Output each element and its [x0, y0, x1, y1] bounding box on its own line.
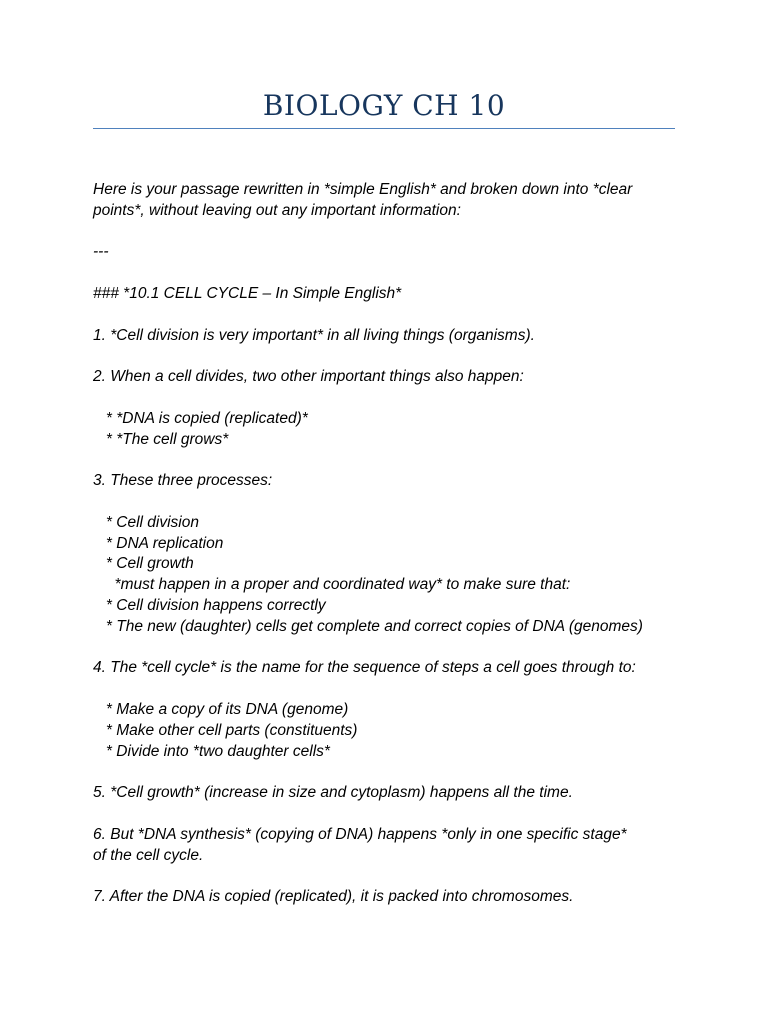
text-line: 3. These three processes:	[93, 472, 273, 490]
blank-line	[93, 305, 693, 326]
text-line: 6. But *DNA synthesis* (copying of DNA) happens *only in one specific stage*	[93, 825, 627, 843]
blank-line	[93, 388, 693, 409]
blank-line	[93, 866, 693, 887]
blank-line	[93, 450, 693, 471]
document-title: BIOLOGY CH 10	[262, 89, 506, 122]
blank-line	[93, 638, 693, 659]
title-underline	[93, 128, 675, 129]
text-line: ---	[93, 243, 109, 261]
blank-line	[93, 346, 693, 367]
text-line: * Divide into *two daughter cells*	[93, 742, 330, 760]
blank-line	[93, 263, 693, 284]
text-line: 2. When a cell divides, two other important things also happen:	[93, 368, 524, 386]
text-line: of the cell cycle.	[93, 846, 204, 864]
text-line: Here is your passage rewritten in *simple English* and broken down into *clear	[93, 181, 633, 198]
document-body	[93, 180, 693, 908]
blank-line	[93, 679, 693, 700]
text-line: points*, without leaving out any important information:	[93, 201, 461, 219]
text-line: 7. After the DNA is copied (replicated), it is packed into chromosomes.	[93, 888, 574, 906]
text-line: * *DNA is copied (replicated)*	[93, 409, 308, 427]
text-line: 5. *Cell growth* (increase in size and cytoplasm) happens all the time.	[93, 784, 573, 802]
blank-line	[93, 492, 693, 513]
text-line: ### *10.1 CELL CYCLE – In Simple English*	[93, 284, 402, 302]
text-line: * Cell division	[93, 513, 199, 531]
text-line: * *The cell grows*	[93, 430, 229, 448]
text-line: * The new (daughter) cells get complete and correct copies of DNA (genomes)	[93, 617, 643, 635]
text-line: * Make a copy of its DNA (genome)	[93, 700, 349, 718]
text-line: * DNA replication	[93, 534, 224, 552]
blank-line	[93, 762, 693, 783]
blank-line	[93, 804, 693, 825]
text-line: *must happen in a proper and coordinated way* to make sure that:	[93, 576, 571, 594]
text-line: * Make other cell parts (constituents)	[93, 721, 358, 739]
text-line: 1. *Cell division is very important* in all living things (organisms).	[93, 326, 535, 344]
text-line: 4. The *cell cycle* is the name for the sequence of steps a cell goes through to:	[93, 659, 636, 677]
text-line: * Cell division happens correctly	[93, 596, 326, 614]
text-line: * Cell growth	[93, 555, 194, 573]
blank-line	[93, 222, 693, 243]
